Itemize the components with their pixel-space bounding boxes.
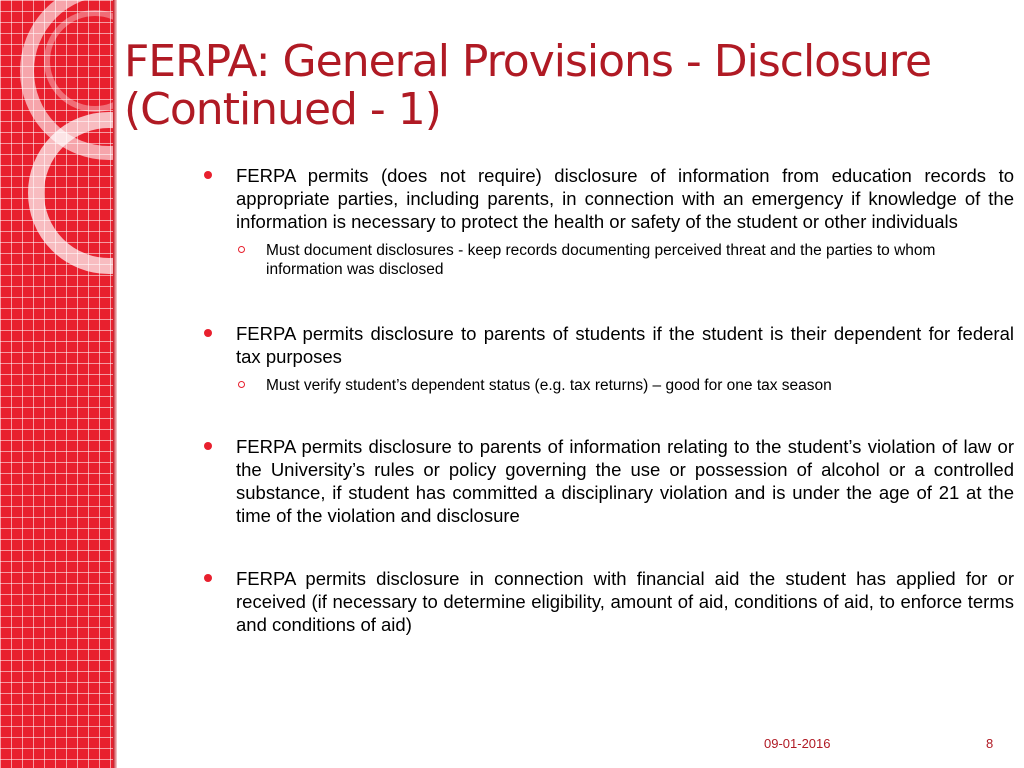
bullet-item (204, 567, 1014, 636)
bullet-text: FERPA permits disclosure to parents of information relating to the student’s violation of law or the University’s rules or policy governing the use or possession of alcohol or a controlled substance, if student has committed a disciplinary violation and is under the age of 21 at the time of the violation and disclosure (236, 436, 1014, 526)
footer-date: 09-01-2016 (764, 736, 831, 751)
slide-content (204, 164, 1014, 636)
bullet-dot-icon (204, 171, 212, 179)
decorative-side-band (0, 0, 113, 768)
bullet-dot-icon (204, 574, 212, 582)
sub-bullet-circle-icon (238, 381, 245, 388)
bullet-item (204, 322, 1014, 368)
sub-bullet-text: Must verify student’s dependent status (e.g. tax returns) – good for one tax season (266, 377, 832, 394)
bullet-dot-icon (204, 329, 212, 337)
sub-bullet-circle-icon (238, 246, 245, 253)
slide-title (124, 38, 1004, 134)
bullet-text: FERPA permits disclosure to parents of students if the student is their dependent for federal tax purposes (236, 323, 1014, 367)
bullet-dot-icon (204, 442, 212, 450)
sub-bullet-item (236, 376, 1014, 395)
decorative-ring (28, 112, 113, 274)
sub-bullet-item (236, 241, 1014, 279)
band-edge-shadow (113, 0, 117, 768)
slide-title-line-1: FERPA: General Provisions - Disclosure (124, 36, 932, 87)
page-number: 8 (986, 736, 994, 751)
bullet-item (204, 435, 1014, 527)
bullet-item (204, 164, 1014, 233)
slide-title-line-2: (Continued - 1) (124, 84, 441, 135)
bullet-text: FERPA permits disclosure in connection with financial aid the student has applied for or received (if necessary to determine eligibility, amount of aid, conditions of aid, to enforce terms and conditions of aid) (236, 568, 1014, 635)
sub-bullet-text: Must document disclosures - keep records documenting perceived threat and the parties to whom information was disclosed (266, 242, 936, 278)
bullet-text: FERPA permits (does not require) disclosure of information from education records to appropriate parties, including parents, in connection with an emergency if knowledge of the information is necessary to protect the health or safety of the student or other individuals (236, 165, 1014, 232)
